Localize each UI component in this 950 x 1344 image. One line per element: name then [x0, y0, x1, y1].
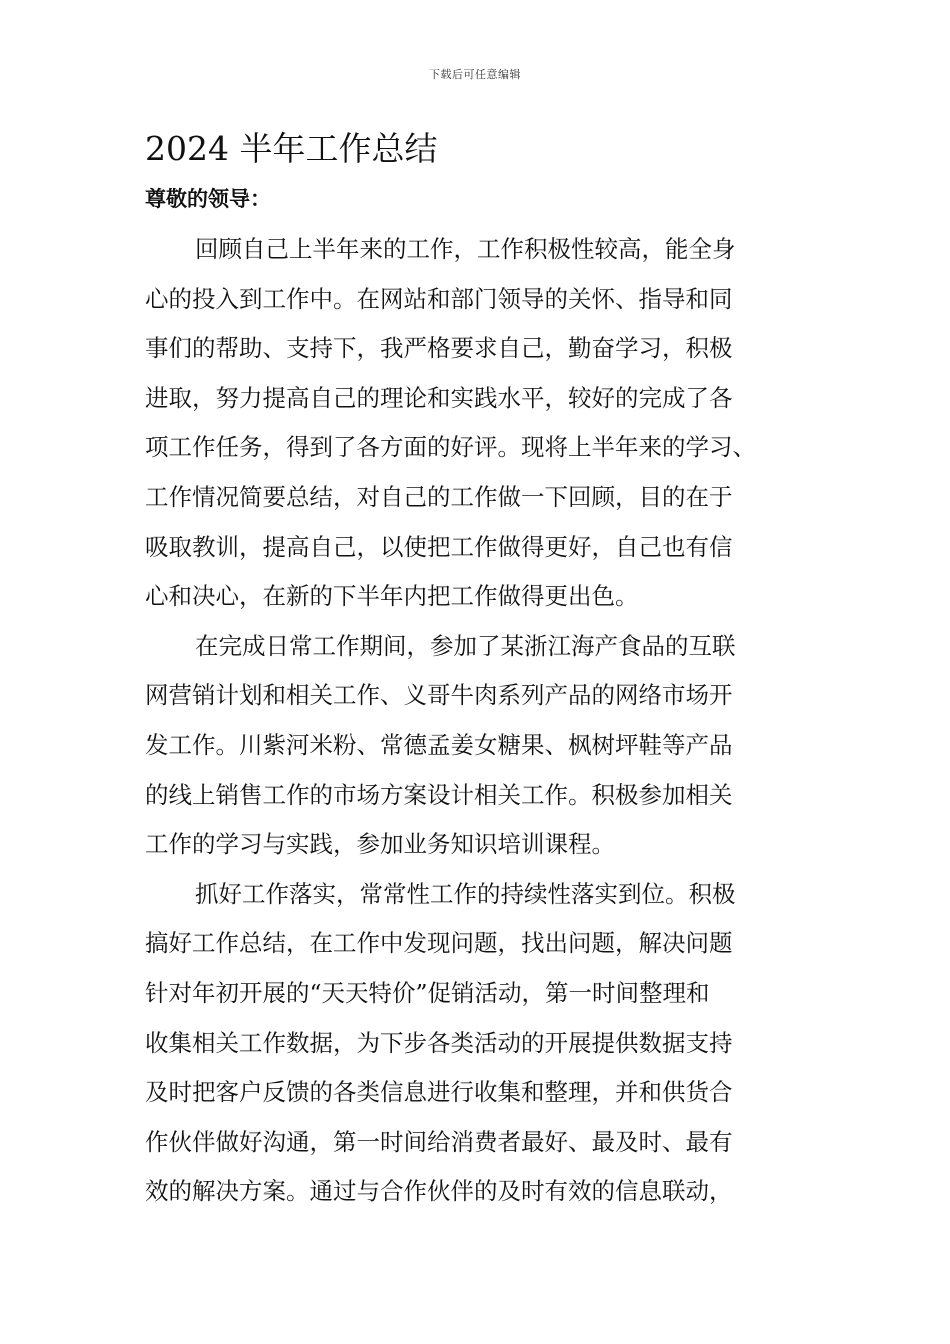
text-line: 作伙伴做好沟通，第一时间给消费者最好、最及时、最有 [145, 1127, 733, 1156]
text-line: 回顾自己上半年来的工作，工作积极性较高，能全身 [195, 235, 736, 263]
text-line: 针对年初开展的“天天特价”促销活动，第一时间整理和 [145, 978, 710, 1007]
text-line: 及时把客户反馈的各类信息进行收集和整理，并和供货合 [145, 1078, 733, 1107]
text-line: 心和决心，在新的下半年内把工作做得更出色。 [145, 582, 639, 611]
text-line: 效的解决方案。通过与合作伙伴的及时有效的信息联动， [145, 1177, 733, 1206]
text-line: 工作情况简要总结，对自己的工作做一下回顾，目的在于 [145, 482, 733, 511]
text-line: 的线上销售工作的市场方案设计相关工作。积极参加相关 [145, 780, 733, 809]
text-line: 在完成日常工作期间，参加了某浙江海产食品的互联 [195, 631, 736, 660]
text-line: 发工作。川紫河米粉、常德孟姜女糖果、枫树坪鞋等产品 [145, 730, 733, 759]
text-line: 抓好工作落实，常常性工作的持续性落实到位。积极 [195, 879, 736, 908]
text-line: 心的投入到工作中。在网站和部门领导的关怀、指导和同 [145, 284, 733, 313]
text-line: 工作的学习与实践，参加业务知识培训课程。 [145, 830, 615, 859]
text-line: 事们的帮助、支持下，我严格要求自己，勤奋学习，积极 [145, 334, 733, 363]
paragraph-2 [145, 622, 830, 870]
document-body [145, 225, 830, 1217]
text-line: 项工作任务，得到了各方面的好评。现将上半年来的学习、 [145, 433, 756, 462]
text-line: 网营销计划和相关工作、义哥牛肉系列产品的网络市场开 [145, 681, 733, 710]
text-line: 进取，努力提高自己的理论和实践水平，较好的完成了各 [145, 383, 733, 412]
document-title: 2024 半年工作总结 [145, 129, 438, 168]
paragraph-1 [145, 225, 830, 622]
text-line: 收集相关工作数据，为下步各类活动的开展提供数据支持 [145, 1028, 733, 1057]
text-line: 搞好工作总结，在工作中发现问题，找出问题，解决问题 [145, 929, 733, 958]
salutation: 尊敬的领导： [145, 187, 271, 211]
header-note: 下载后可任意编辑 [429, 68, 521, 81]
paragraph-3 [145, 870, 830, 1217]
text-line: 吸取教训，提高自己，以使把工作做得更好，自己也有信 [145, 532, 733, 561]
